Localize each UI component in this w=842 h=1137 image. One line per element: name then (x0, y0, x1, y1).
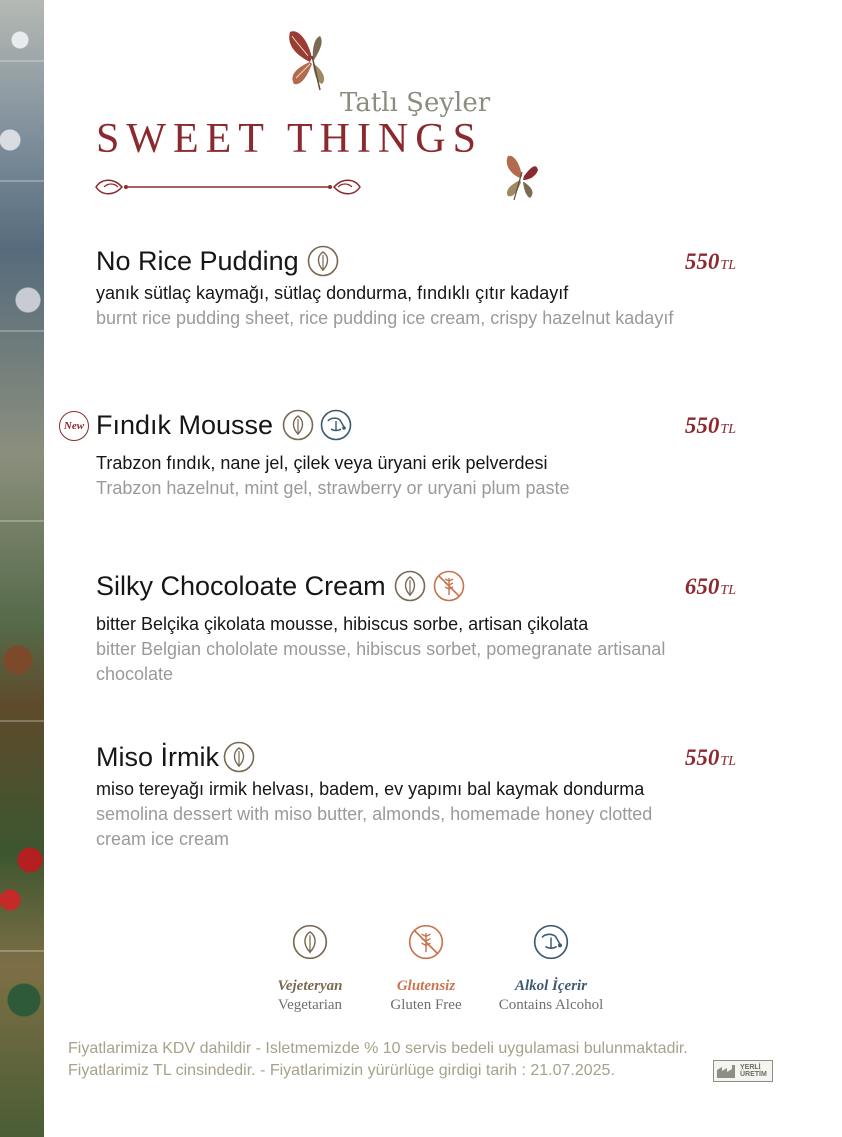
local-production-badge (713, 1060, 773, 1082)
price-value: 550 (684, 745, 720, 770)
gluten-free-icon (408, 924, 444, 960)
item-description-en: bitter Belgian chololate mousse, hibiscus sorbet, pomegranate artisanal chocolate (96, 639, 666, 684)
legend-label-en: Gluten Free (390, 997, 462, 1013)
legend-label-tr: Vejeteryan (277, 978, 343, 994)
item-description-tr: Trabzon fındık, nane jel, çilek veya üryani erik pelverdesi (96, 453, 548, 473)
ornament-divider (94, 176, 362, 198)
price-value: 550 (684, 249, 720, 274)
price-currency: TL (720, 754, 736, 769)
item-price (685, 574, 736, 600)
new-badge: New (59, 411, 89, 441)
footer-notice (68, 1038, 688, 1082)
vegetarian-icon (282, 409, 314, 441)
vegetarian-icon (223, 741, 255, 773)
alcohol-icon (320, 409, 352, 441)
footer-line-vat: Fiyatlarimiza KDV dahildir - Isletmemizde % 10 servis bedeli uygulamasi bulunmaktadir. (68, 1040, 688, 1057)
gluten-free-icon (433, 570, 465, 602)
vegetarian-icon (394, 570, 426, 602)
item-description-en: semolina dessert with miso butter, almonds, homemade honey clotted cream ice cream (96, 804, 653, 849)
legend-label-en: Contains Alcohol (498, 997, 604, 1013)
item-name: Silky Chocoloate Cream (96, 570, 386, 601)
footer-line-validity: Fiyatlarimiz TL cinsindedir. - Fiyatlarimizin yürürlüge girdigi tarih : 21.07.2025. (68, 1062, 615, 1079)
price-currency: TL (720, 258, 736, 273)
item-description-tr: yanık sütlaç kaymağı, sütlaç dondurma, fındıklı çıtır kadayıf (96, 283, 569, 303)
item-description-tr: miso tereyağı irmik helvası, badem, ev yapımı bal kaymak dondurma (96, 779, 645, 799)
section-title-en: SWEET THINGS (96, 116, 483, 162)
item-price (685, 745, 736, 771)
legend-label-en: Vegetarian (277, 997, 343, 1013)
legend-item-gluten-free (356, 924, 496, 1014)
menu-item (96, 570, 736, 687)
section-subtitle-tr: Tatlı Şeyler (340, 88, 491, 118)
butterfly-small-icon (500, 150, 542, 202)
price-currency: TL (720, 583, 736, 598)
item-name: Fındık Mousse (96, 409, 274, 440)
alcohol-icon (533, 924, 569, 960)
item-name: No Rice Pudding (96, 245, 299, 276)
item-price (685, 249, 736, 275)
legend-label-tr: Glutensiz (396, 978, 456, 994)
item-description-tr: bitter Belçika çikolata mousse, hibiscus sorbe, artisan çikolata (96, 614, 589, 634)
item-description-en: burnt rice pudding sheet, rice pudding ice cream, crispy hazelnut kadayıf (96, 308, 674, 328)
vegetarian-icon (307, 245, 339, 277)
menu-item (96, 245, 736, 331)
legend-label-tr: Alkol İçerir (514, 978, 588, 994)
legend-item-alcohol (481, 924, 621, 1014)
item-description-en: Trabzon hazelnut, mint gel, strawberry or uryani plum paste (96, 478, 570, 498)
item-price (685, 413, 736, 439)
factory-icon (716, 1063, 738, 1079)
dietary-legend (0, 924, 842, 1024)
price-value: 650 (684, 574, 720, 599)
local-production-label: YERLİ ÜRETİM (740, 1064, 767, 1078)
butterfly-icon (284, 26, 340, 92)
menu-item (96, 409, 736, 501)
item-name: Miso İrmik (96, 741, 219, 772)
vegetarian-icon (292, 924, 328, 960)
price-currency: TL (720, 422, 736, 437)
price-value: 550 (684, 413, 720, 438)
menu-item (96, 741, 736, 852)
